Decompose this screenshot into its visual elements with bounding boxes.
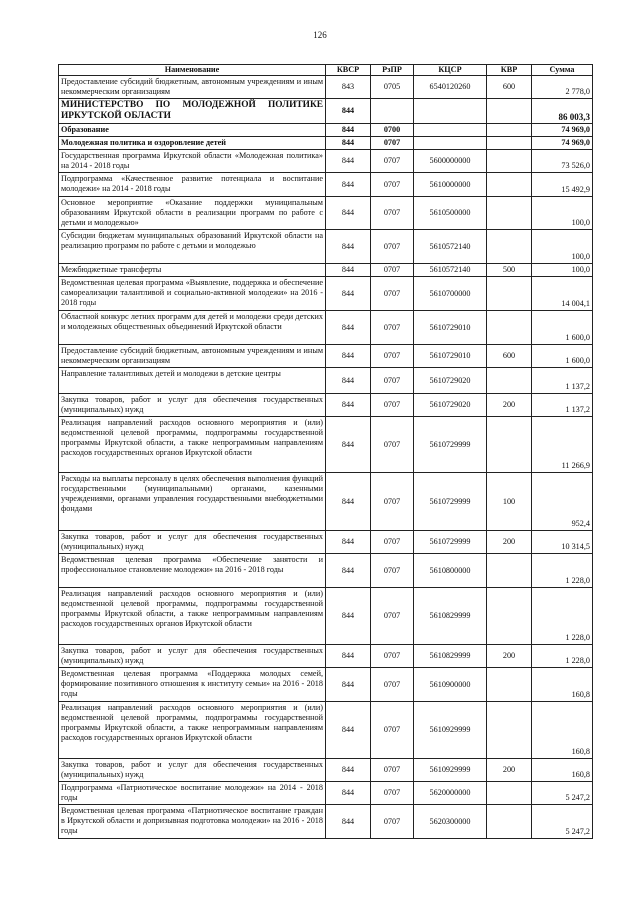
row-rzpr: 0707 <box>371 588 414 645</box>
row-kvsr: 844 <box>326 173 371 197</box>
row-kvr: 600 <box>487 76 532 99</box>
row-kvsr: 844 <box>326 588 371 645</box>
row-kvr <box>487 588 532 645</box>
row-kvr: 100 <box>487 473 532 531</box>
row-sum: 952,4 <box>532 473 593 531</box>
table-row <box>59 782 593 805</box>
table-row <box>59 150 593 173</box>
row-kvr <box>487 805 532 839</box>
row-kcsr: 5610729020 <box>414 368 487 394</box>
row-name: Подпрограмма «Качественное развитие потенциала и воспитание молодежи» на 2014 - 2018 годы <box>59 173 326 197</box>
row-kvsr: 844 <box>326 137 371 150</box>
row-sum: 74 969,0 <box>532 137 593 150</box>
row-kvr <box>487 99 532 124</box>
row-kvr <box>487 173 532 197</box>
row-kvsr: 844 <box>326 311 371 345</box>
row-sum: 1 600,0 <box>532 345 593 368</box>
row-sum: 100,0 <box>532 197 593 230</box>
header-rzpr: РзПР <box>371 65 414 76</box>
row-kvsr: 844 <box>326 531 371 554</box>
page-number: 126 <box>313 30 327 40</box>
table-row <box>59 277 593 311</box>
row-kcsr: 5610729999 <box>414 473 487 531</box>
row-name: Межбюджетные трансферты <box>59 264 326 277</box>
row-kvr <box>487 230 532 264</box>
row-sum: 1 228,0 <box>532 554 593 588</box>
header-kvr: КВР <box>487 65 532 76</box>
row-kcsr: 5610729010 <box>414 311 487 345</box>
row-sum: 10 314,5 <box>532 531 593 554</box>
row-kvr: 200 <box>487 759 532 782</box>
row-rzpr: 0707 <box>371 264 414 277</box>
table-row <box>59 345 593 368</box>
row-name: Основное мероприятие «Оказание поддержки муниципальным образованиям Иркутской области в реализации программ по работе с детьми и молодежью» <box>59 197 326 230</box>
table-row <box>59 124 593 137</box>
row-kcsr: 5610000000 <box>414 173 487 197</box>
row-name: Закупка товаров, работ и услуг для обеспечения государственных (муниципальных) нужд <box>59 645 326 668</box>
row-sum: 74 969,0 <box>532 124 593 137</box>
row-name: Предоставление субсидий бюджетным, автономным учреждениям и иным некоммерческим организациям <box>59 345 326 368</box>
budget-table <box>58 64 593 839</box>
row-rzpr: 0707 <box>371 782 414 805</box>
table-row <box>59 173 593 197</box>
row-rzpr: 0707 <box>371 394 414 417</box>
row-name: Реализация направлений расходов основного мероприятия и (или) ведомственной целевой программы, подпрограммы государственной программы Иркутской области, а также непрограммным направлениям расходов государственных органов Иркутской области <box>59 702 326 759</box>
header-kcsr: КЦСР <box>414 65 487 76</box>
row-rzpr <box>371 99 414 124</box>
row-rzpr: 0707 <box>371 554 414 588</box>
row-sum: 15 492,9 <box>532 173 593 197</box>
row-name: Образование <box>59 124 326 137</box>
header-sum: Сумма <box>532 65 593 76</box>
row-name: Ведомственная целевая программа «Поддержка молодых семей, формирование позитивного отношения к институту семьи» на 2016 - 2018 годы <box>59 668 326 702</box>
row-kvsr: 843 <box>326 76 371 99</box>
row-kvsr: 844 <box>326 554 371 588</box>
row-kvr <box>487 702 532 759</box>
row-sum: 2 778,0 <box>532 76 593 99</box>
row-kvsr: 844 <box>326 417 371 473</box>
row-kcsr <box>414 137 487 150</box>
row-kvsr: 844 <box>326 230 371 264</box>
row-sum: 1 228,0 <box>532 588 593 645</box>
row-rzpr: 0707 <box>371 150 414 173</box>
row-kcsr: 5610729010 <box>414 345 487 368</box>
row-kvsr: 844 <box>326 645 371 668</box>
row-kcsr: 5610829999 <box>414 588 487 645</box>
row-kvr: 200 <box>487 394 532 417</box>
row-kvr <box>487 782 532 805</box>
row-sum: 100,0 <box>532 230 593 264</box>
table-row <box>59 368 593 394</box>
row-kcsr: 6540120260 <box>414 76 487 99</box>
row-kvr <box>487 137 532 150</box>
row-kcsr: 5610572140 <box>414 230 487 264</box>
row-kcsr <box>414 124 487 137</box>
row-name: Реализация направлений расходов основного мероприятия и (или) ведомственной целевой программы, подпрограммы государственной программы Иркутской области, а также непрограммным направлениям расходов государственных органов Иркутской области <box>59 417 326 473</box>
row-kvr <box>487 124 532 137</box>
row-kcsr: 5610929999 <box>414 702 487 759</box>
table-row <box>59 473 593 531</box>
row-name: Закупка товаров, работ и услуг для обеспечения государственных (муниципальных) нужд <box>59 759 326 782</box>
table-row <box>59 759 593 782</box>
row-rzpr: 0707 <box>371 230 414 264</box>
table-row <box>59 588 593 645</box>
row-rzpr: 0705 <box>371 76 414 99</box>
row-kcsr: 5610700000 <box>414 277 487 311</box>
row-sum: 14 004,1 <box>532 277 593 311</box>
row-kvsr: 844 <box>326 124 371 137</box>
row-kvsr: 844 <box>326 473 371 531</box>
row-kcsr: 5610729999 <box>414 531 487 554</box>
row-name: Закупка товаров, работ и услуг для обеспечения государственных (муниципальных) нужд <box>59 394 326 417</box>
row-kvsr: 844 <box>326 368 371 394</box>
row-name: Предоставление субсидий бюджетным, автономным учреждениям и иным некоммерческим организациям <box>59 76 326 99</box>
row-kcsr: 5610729020 <box>414 394 487 417</box>
row-kvsr: 844 <box>326 345 371 368</box>
table-header-row <box>59 65 593 76</box>
table-row <box>59 264 593 277</box>
row-sum: 1 600,0 <box>532 311 593 345</box>
row-rzpr: 0707 <box>371 645 414 668</box>
row-kvr: 200 <box>487 531 532 554</box>
row-name: Ведомственная целевая программа «Патриотическое воспитание граждан в Иркутской области и допризывная подготовка молодежи» на 2016 - 2018 годы <box>59 805 326 839</box>
row-kvr <box>487 311 532 345</box>
table-row <box>59 76 593 99</box>
row-kvr: 600 <box>487 345 532 368</box>
row-sum: 73 526,0 <box>532 150 593 173</box>
row-kvsr: 844 <box>326 702 371 759</box>
row-rzpr: 0707 <box>371 277 414 311</box>
row-name: Ведомственная целевая программа «Выявление, поддержка и обеспечение самореализации талантливой и социально-активной молодежи» на 2016 - 2018 годы <box>59 277 326 311</box>
row-rzpr: 0707 <box>371 173 414 197</box>
row-name: Расходы на выплаты персоналу в целях обеспечения выполнения функций государственными (муниципальными) органами, казенными учреждениями, органами управления государственными внебюджетными фондами <box>59 473 326 531</box>
table-row <box>59 137 593 150</box>
row-kvr <box>487 277 532 311</box>
row-rzpr: 0700 <box>371 124 414 137</box>
header-name: Наименование <box>59 65 326 76</box>
row-rzpr: 0707 <box>371 531 414 554</box>
row-kvr: 500 <box>487 264 532 277</box>
table-row <box>59 99 593 124</box>
row-name: Государственная программа Иркутской области «Молодежная политика» на 2014 - 2018 годы <box>59 150 326 173</box>
row-kvr <box>487 417 532 473</box>
row-kvr <box>487 197 532 230</box>
row-kvsr: 844 <box>326 277 371 311</box>
row-sum: 5 247,2 <box>532 805 593 839</box>
header-kvsr: КВСР <box>326 65 371 76</box>
row-sum: 160,8 <box>532 668 593 702</box>
row-name: Молодежная политика и оздоровление детей <box>59 137 326 150</box>
row-rzpr: 0707 <box>371 197 414 230</box>
row-kcsr: 5610929999 <box>414 759 487 782</box>
row-rzpr: 0707 <box>371 137 414 150</box>
table-row <box>59 805 593 839</box>
row-rzpr: 0707 <box>371 368 414 394</box>
table-row <box>59 645 593 668</box>
table-row <box>59 197 593 230</box>
row-kvr <box>487 554 532 588</box>
table-row <box>59 702 593 759</box>
row-sum: 160,8 <box>532 702 593 759</box>
row-kvsr: 844 <box>326 197 371 230</box>
table-row <box>59 230 593 264</box>
row-sum: 1 228,0 <box>532 645 593 668</box>
row-kvsr: 844 <box>326 668 371 702</box>
table-row <box>59 417 593 473</box>
row-kvsr: 844 <box>326 394 371 417</box>
row-kvsr: 844 <box>326 759 371 782</box>
row-kvr <box>487 368 532 394</box>
row-sum: 1 137,2 <box>532 394 593 417</box>
row-name: Закупка товаров, работ и услуг для обеспечения государственных (муниципальных) нужд <box>59 531 326 554</box>
row-kcsr: 5610900000 <box>414 668 487 702</box>
row-kvsr: 844 <box>326 805 371 839</box>
row-rzpr: 0707 <box>371 702 414 759</box>
table-row <box>59 531 593 554</box>
row-name: МИНИСТЕРСТВО ПО МОЛОДЕЖНОЙ ПОЛИТИКЕ ИРКУТСКОЙ ОБЛАСТИ <box>59 99 326 124</box>
row-rzpr: 0707 <box>371 668 414 702</box>
row-kvr <box>487 668 532 702</box>
table-row <box>59 394 593 417</box>
row-name: Подпрограмма «Патриотическое воспитание молодежи» на 2014 - 2018 годы <box>59 782 326 805</box>
row-kcsr <box>414 99 487 124</box>
row-kvsr: 844 <box>326 99 371 124</box>
row-sum: 100,0 <box>532 264 593 277</box>
row-kcsr: 5610729999 <box>414 417 487 473</box>
row-sum: 160,8 <box>532 759 593 782</box>
row-rzpr: 0707 <box>371 345 414 368</box>
row-rzpr: 0707 <box>371 473 414 531</box>
row-kvsr: 844 <box>326 150 371 173</box>
row-kcsr: 5610829999 <box>414 645 487 668</box>
row-name: Ведомственная целевая программа «Обеспечение занятости и профессиональное становление молодежи» на 2016 - 2018 годы <box>59 554 326 588</box>
row-kvsr: 844 <box>326 264 371 277</box>
row-kcsr: 5610800000 <box>414 554 487 588</box>
row-kcsr: 5620300000 <box>414 805 487 839</box>
row-kcsr: 5610500000 <box>414 197 487 230</box>
row-name: Реализация направлений расходов основного мероприятия и (или) ведомственной целевой программы, подпрограммы государственной программы Иркутской области, а также непрограммным направлениям расходов государственных органов Иркутской области <box>59 588 326 645</box>
table-row <box>59 668 593 702</box>
row-rzpr: 0707 <box>371 759 414 782</box>
row-name: Субсидии бюджетам муниципальных образований Иркутской области на реализацию программ по работе с детьми и молодежью <box>59 230 326 264</box>
table-row <box>59 554 593 588</box>
row-sum: 5 247,2 <box>532 782 593 805</box>
row-sum: 86 003,3 <box>532 99 593 124</box>
row-rzpr: 0707 <box>371 805 414 839</box>
row-sum: 11 266,9 <box>532 417 593 473</box>
row-kcsr: 5620000000 <box>414 782 487 805</box>
row-kcsr: 5610572140 <box>414 264 487 277</box>
table-row <box>59 311 593 345</box>
row-kvr <box>487 150 532 173</box>
row-kcsr: 5600000000 <box>414 150 487 173</box>
row-sum: 1 137,2 <box>532 368 593 394</box>
row-kvr: 200 <box>487 645 532 668</box>
row-kvsr: 844 <box>326 782 371 805</box>
row-rzpr: 0707 <box>371 311 414 345</box>
row-name: Направление талантливых детей и молодежи в детские центры <box>59 368 326 394</box>
row-name: Областной конкурс летних программ для детей и молодежи среди детских и молодежных общественных объединений Иркутской области <box>59 311 326 345</box>
row-rzpr: 0707 <box>371 417 414 473</box>
